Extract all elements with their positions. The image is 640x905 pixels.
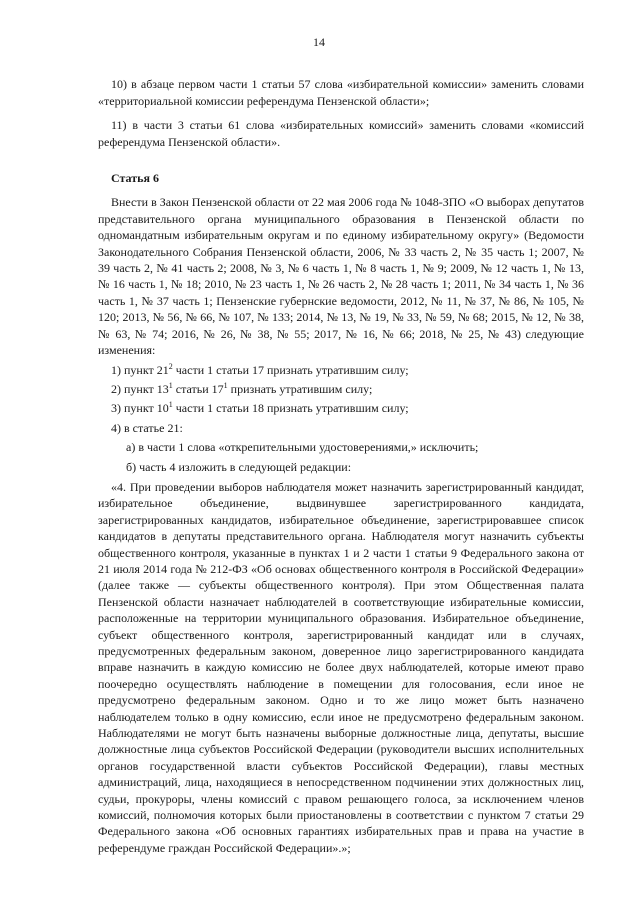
amendment-item-11: 11) в части 3 статьи 61 слова «избирательных комиссий» заменить словами «комиссий референдума Пензенской области». [98, 118, 584, 149]
article-item-2: 2) пункт $13^1$ статьи $17^1$ признать утратившим силу; [111, 380, 373, 396]
article-item-1: 1) пункт $21^2$ части 1 статьи 17 признать утратившим силу; [111, 361, 409, 377]
article-item-4b: б) часть 4 изложить в следующей редакции: [126, 459, 352, 474]
article-item-4: 4) в статье 21: [111, 420, 183, 435]
page-number: 14 [313, 35, 325, 49]
article-item-4a: а) в части 1 слова «открепительными удостоверениями,» исключить; [126, 440, 479, 455]
quoted-part-4: «4. При проведении выборов наблюдателя может назначить зарегистрированный кандидат, избирательное объединение, выдвинувшее зарегистрированного кандидата, зарегистрированных кандидатов, избирательное объединение, зарегистрировавшее список кандидатов в депутаты представительного органа. Наблюдателя могут назначить субъекты общественного контроля, указанные в пунктах 1 и 2 части 1 статьи 9 Федерального закона от 21 июля 2014 года № 212-ФЗ «Об основах общественного контроля в Российской Федерации» (далее также — субъекты общественного контроля). При этом Общественная палата Пензенской области назначает наблюдателей в соответствующие избирательные комиссии, расположенные на территории муниципального образования. Избирательное объединение, субъект общественного контроля, зарегистрированный кандидат или в случаях, предусмотренных федеральным законом, доверенное лицо зарегистрированного кандидата вправе назначить в каждую комиссию не более двух наблюдателей, которые имеют право поочередно осуществлять наблюдение в помещении для голосования, если иное не предусмотрено федеральным законом. Одно и то же лицо может быть назначено наблюдателем только в одну комиссию, если иное не предусмотрено федеральным законом. Наблюдателями не могут быть назначены выборные должностные лица, депутаты, высшие должностные лица субъектов Российской Федерации (руководители высших исполнительных органов государственной власти субъектов Российской Федерации), главы местных администраций, лица, находящиеся в непосредственном подчинении этих должностных лиц, судьи, прокуроры, члены комиссий с правом решающего голоса, за исключением членов комиссий, полномочия которых были приостановлены в соответствии с пунктом 7 статьи 29 Федерального закона «Об основных гарантиях избирательных прав и права на участие в референдуме граждан Российской Федерации».»; [98, 479, 584, 855]
article-item-3: 3) пункт $10^1$ части 1 статьи 18 признать утратившим силу; [111, 400, 409, 416]
article-intro: Внести в Закон Пензенской области от 22 мая 2006 года № 1048-ЗПО «О выборах депутатов представительного органа муниципального образования в Пензенской области по одномандатным избирательным округам и по единому избирательному округу» (Ведомости Законодательного Собрания Пензенской области, 2006, № 33 часть 2, № 35 часть 1; 2007, № 39 часть 2, № 41 часть 2; 2008, № 3, № 6 часть 1, № 8 часть 1, № 9; 2009, № 12 часть 1, № 13, № 16 часть 1, № 18; 2010, № 23 часть 1, № 26 часть 2, № 28 часть 1; 2011, № 34 часть 1, № 36 часть 1, № 37 часть 1; Пензенские губернские ведомости, 2012, № 11, № 37, № 86, № 105, № 120; 2013, № 56, № 66, № 107, № 133; 2014, № 13, № 19, № 33, № 59, № 68; 2015, № 12, № 38, № 63, № 74; 2016, № 26, № 38, № 55; 2017, № 16, № 66; 2018, № 25, № 43) следующие изменения: [98, 195, 584, 358]
article-title: Статья 6 [111, 171, 159, 186]
amendment-item-10: 10) в абзаце первом части 1 статьи 57 слова «избирательной комиссии» заменить словами «территориальной комиссии референдума Пензенской области»; [98, 77, 584, 108]
